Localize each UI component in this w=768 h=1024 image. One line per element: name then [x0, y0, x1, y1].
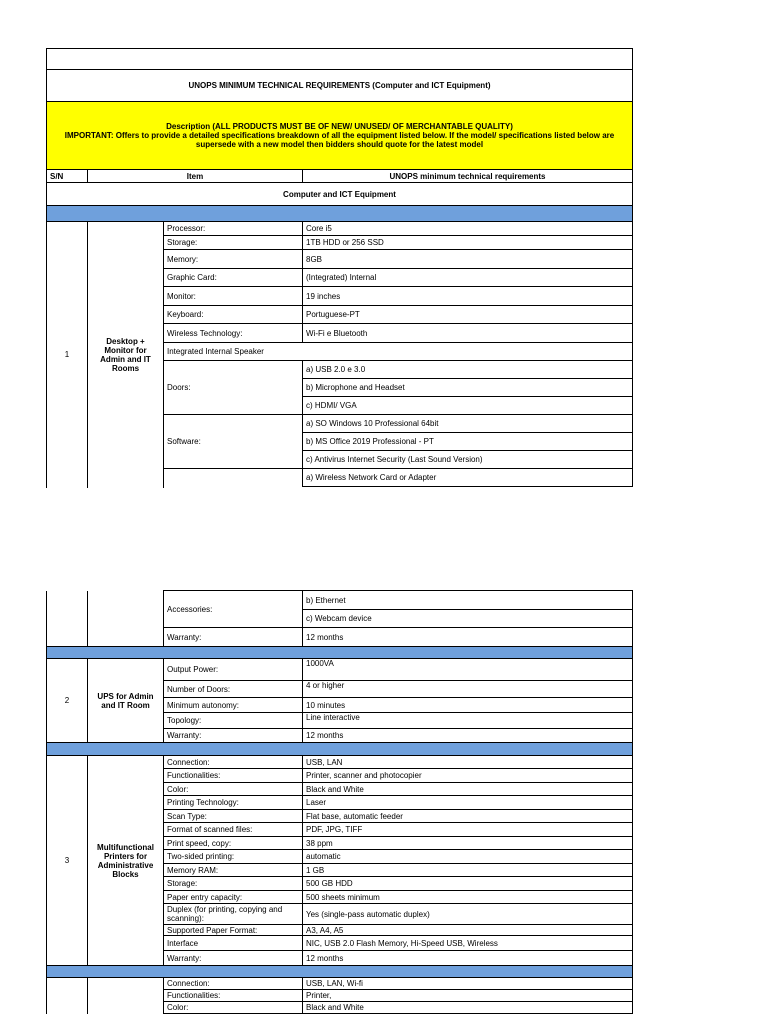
spec-value: c) Webcam device	[303, 610, 633, 628]
spec-label: Storage:	[164, 877, 303, 891]
spec-value: Core i5	[303, 222, 633, 236]
item2-name: UPS for Admin and IT Room	[88, 659, 164, 743]
spec-value: 500 GB HDD	[303, 877, 633, 891]
spec-label: Number of Doors:	[164, 681, 303, 698]
spec-label: Format of scanned files:	[164, 823, 303, 837]
spec-value: 4 or higher	[303, 681, 633, 698]
spec-value: a) Wireless Network Card or Adapter	[303, 469, 633, 487]
spec-label: Duplex (for printing, copying and scanning):	[164, 904, 303, 925]
spec-value: 12 months	[303, 951, 633, 966]
document-title: UNOPS MINIMUM TECHNICAL REQUIREMENTS (Computer and ICT Equipment)	[47, 70, 633, 102]
spec-label: Functionalities:	[164, 769, 303, 783]
requirements-table-page2	[46, 590, 633, 1014]
spec-value: 1TB HDD or 256 SSD	[303, 236, 633, 250]
description-line2: IMPORTANT: Offers to provide a detailed specifications breakdown of all the equipment listed below. If the model/ specifications listed below are supersede with a new model then bidders should quote for the latest model	[64, 131, 615, 149]
spec-value: Line interactive	[303, 713, 633, 729]
section-divider	[47, 966, 633, 978]
spec-value: Flat base, automatic feeder	[303, 810, 633, 823]
spec-label: Accessories:	[164, 591, 303, 628]
item1-sn-continued	[47, 591, 88, 647]
spec-value: 38 ppm	[303, 837, 633, 850]
item1-sn: 1	[47, 222, 88, 488]
section-divider	[47, 743, 633, 756]
spec-value: Printer,	[303, 990, 633, 1002]
spec-label: Color:	[164, 1002, 303, 1014]
spec-value: 19 inches	[303, 287, 633, 306]
spec-label: Processor:	[164, 222, 303, 236]
spec-value: a) USB 2.0 e 3.0	[303, 361, 633, 379]
spec-value: Wi-Fi e Bluetooth	[303, 324, 633, 343]
spec-label: Memory RAM:	[164, 864, 303, 877]
spec-value: Black and White	[303, 1002, 633, 1014]
spec-label: Color:	[164, 783, 303, 796]
spec-value: 12 months	[303, 628, 633, 647]
item3-sn: 3	[47, 756, 88, 966]
spec-label: Connection:	[164, 978, 303, 990]
spec-value: c) Antivirus Internet Security (Last Sound Version)	[303, 451, 633, 469]
spec-label: Connection:	[164, 756, 303, 769]
requirements-table-page1	[46, 48, 633, 487]
item4-name	[88, 978, 164, 1014]
spec-label: Software:	[164, 415, 303, 469]
spec-label-empty	[164, 469, 303, 487]
spec-value: USB, LAN, Wi-fi	[303, 978, 633, 990]
spec-label: Warranty:	[164, 729, 303, 743]
spec-label: Warranty:	[164, 951, 303, 966]
spec-label: Graphic Card:	[164, 269, 303, 287]
spec-value: 8GB	[303, 250, 633, 269]
spec-label: Monitor:	[164, 287, 303, 306]
spec-label: Memory:	[164, 250, 303, 269]
section-divider	[47, 206, 633, 222]
spec-label: Keyboard:	[164, 306, 303, 324]
spec-label: Warranty:	[164, 628, 303, 647]
spec-value: 500 sheets minimum	[303, 891, 633, 904]
spec-value: Yes (single-pass automatic duplex)	[303, 904, 633, 925]
spec-value: (Integrated) Internal	[303, 269, 633, 287]
spec-label: Supported Paper Format:	[164, 925, 303, 936]
spec-value: Black and White	[303, 783, 633, 796]
spec-value: Portuguese-PT	[303, 306, 633, 324]
spec-value: c) HDMI/ VGA	[303, 397, 633, 415]
item1-name: Desktop + Monitor for Admin and IT Rooms	[88, 222, 164, 488]
header-item: Item	[88, 170, 303, 183]
spec-label: Interface	[164, 936, 303, 951]
section-title: Computer and ICT Equipment	[47, 183, 633, 206]
spec-label: Topology:	[164, 713, 303, 729]
spec-label: Doors:	[164, 361, 303, 415]
spec-value: 10 minutes	[303, 698, 633, 713]
spec-label: Output Power:	[164, 659, 303, 681]
header-requirements: UNOPS minimum technical requirements	[303, 170, 633, 183]
spec-value: b) Ethernet	[303, 591, 633, 610]
spec-value: a) SO Windows 10 Professional 64bit	[303, 415, 633, 433]
spec-label: Scan Type:	[164, 810, 303, 823]
spec-value: PDF, JPG, TIFF	[303, 823, 633, 837]
spec-value: NIC, USB 2.0 Flash Memory, Hi-Speed USB, Wireless	[303, 936, 633, 951]
spec-value: automatic	[303, 850, 633, 864]
spec-label: Print speed, copy:	[164, 837, 303, 850]
description-line1: Description (ALL PRODUCTS MUST BE OF NEW/ UNUSED/ OF MERCHANTABLE QUALITY)	[166, 122, 513, 131]
spec-label: Two-sided printing:	[164, 850, 303, 864]
description-cell	[47, 102, 633, 170]
spec-value: 12 months	[303, 729, 633, 743]
item4-sn	[47, 978, 88, 1014]
spec-label: Printing Technology:	[164, 796, 303, 810]
item2-sn: 2	[47, 659, 88, 743]
spec-label: Paper entry capacity:	[164, 891, 303, 904]
spec-value: Printer, scanner and photocopier	[303, 769, 633, 783]
header-sn: S/N	[47, 170, 88, 183]
blank-top-row	[47, 49, 633, 70]
spec-value: 1 GB	[303, 864, 633, 877]
spec-value: Laser	[303, 796, 633, 810]
spec-label: Wireless Technology:	[164, 324, 303, 343]
section-divider	[47, 647, 633, 659]
spec-value: USB, LAN	[303, 756, 633, 769]
spec-value: b) MS Office 2019 Professional - PT	[303, 433, 633, 451]
spec-value: b) Microphone and Headset	[303, 379, 633, 397]
spec-label: Integrated Internal Speaker	[164, 343, 633, 361]
spec-label: Storage:	[164, 236, 303, 250]
spec-label: Functionalities:	[164, 990, 303, 1002]
spec-label: Minimum autonomy:	[164, 698, 303, 713]
item1-name-continued	[88, 591, 164, 647]
spec-value: 1000VA	[303, 659, 633, 681]
item3-name: Multifunctional Printers for Administrative Blocks	[88, 756, 164, 966]
spec-value: A3, A4, A5	[303, 925, 633, 936]
